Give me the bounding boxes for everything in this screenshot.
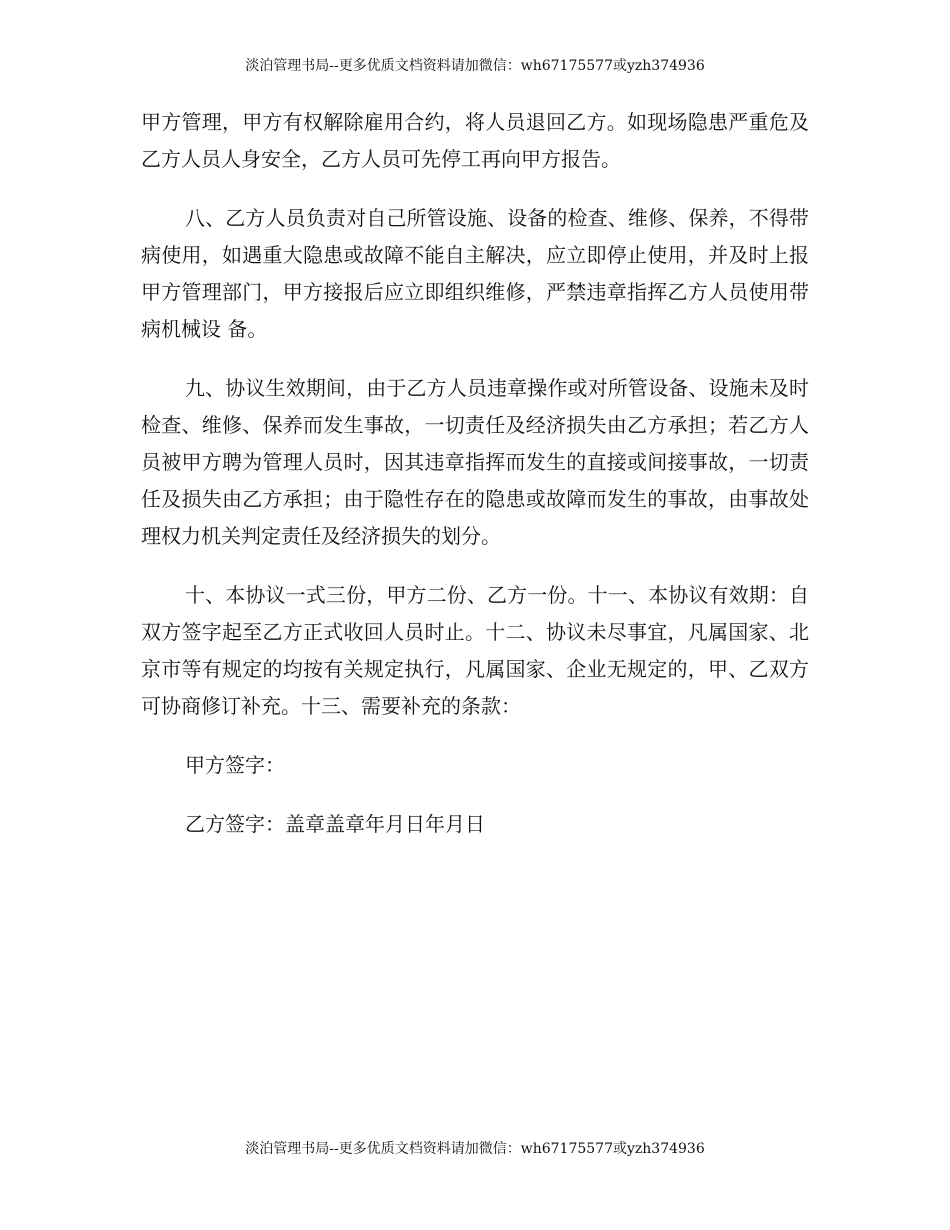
party-a-signature-line: 甲方签字： [185,753,285,777]
paragraph-clause-8: 八、乙方人员负责对自己所管设施、设备的检查、维修、保养，不得带病使用，如遇重大隐患或故障不能自主解决，应立即停止使用，并及时上报甲方管理部门，甲方接报后应立即组织维修，严禁违章指挥乙方人员使用带病机械设 备。 [141,206,809,341]
party-b-signature-line: 乙方签字：盖章盖章年月日年月日 [185,812,485,836]
paragraph-continuation: 甲方管理，甲方有权解除雇用合约，将人员退回乙方。如现场隐患严重危及乙方人员人身安全，乙方人员可先停工再向甲方报告。 [141,110,809,171]
paragraph-clause-10-13: 十、本协议一式三份，甲方二份、乙方一份。十一、本协议有效期：自双方签字起至乙方正式收回人员时止。十二、协议未尽事宜，凡属国家、北京市等有规定的均按有关规定执行，凡属国家、企业无规定的，甲、乙双方可协商修订补充。十三、需要补充的条款： [141,583,809,718]
page-header: 淡泊管理书局--更多优质文档资料请加微信：wh67175577或yzh374936 [245,58,705,74]
page-footer: 淡泊管理书局--更多优质文档资料请加微信：wh67175577或yzh374936 [245,1141,705,1157]
paragraph-clause-9: 九、协议生效期间，由于乙方人员违章操作或对所管设备、设施未及时检查、维修、保养而发生事故，一切责任及经济损失由乙方承担；若乙方人员被甲方聘为管理人员时，因其违章指挥而发生的直接或间接事故，一切责任及损失由乙方承担；由于隐性存在的隐患或故障而发生的事故，由事故处理权力机关判定责任及经济损失的划分。 [141,376,809,548]
document-body [141,104,809,865]
